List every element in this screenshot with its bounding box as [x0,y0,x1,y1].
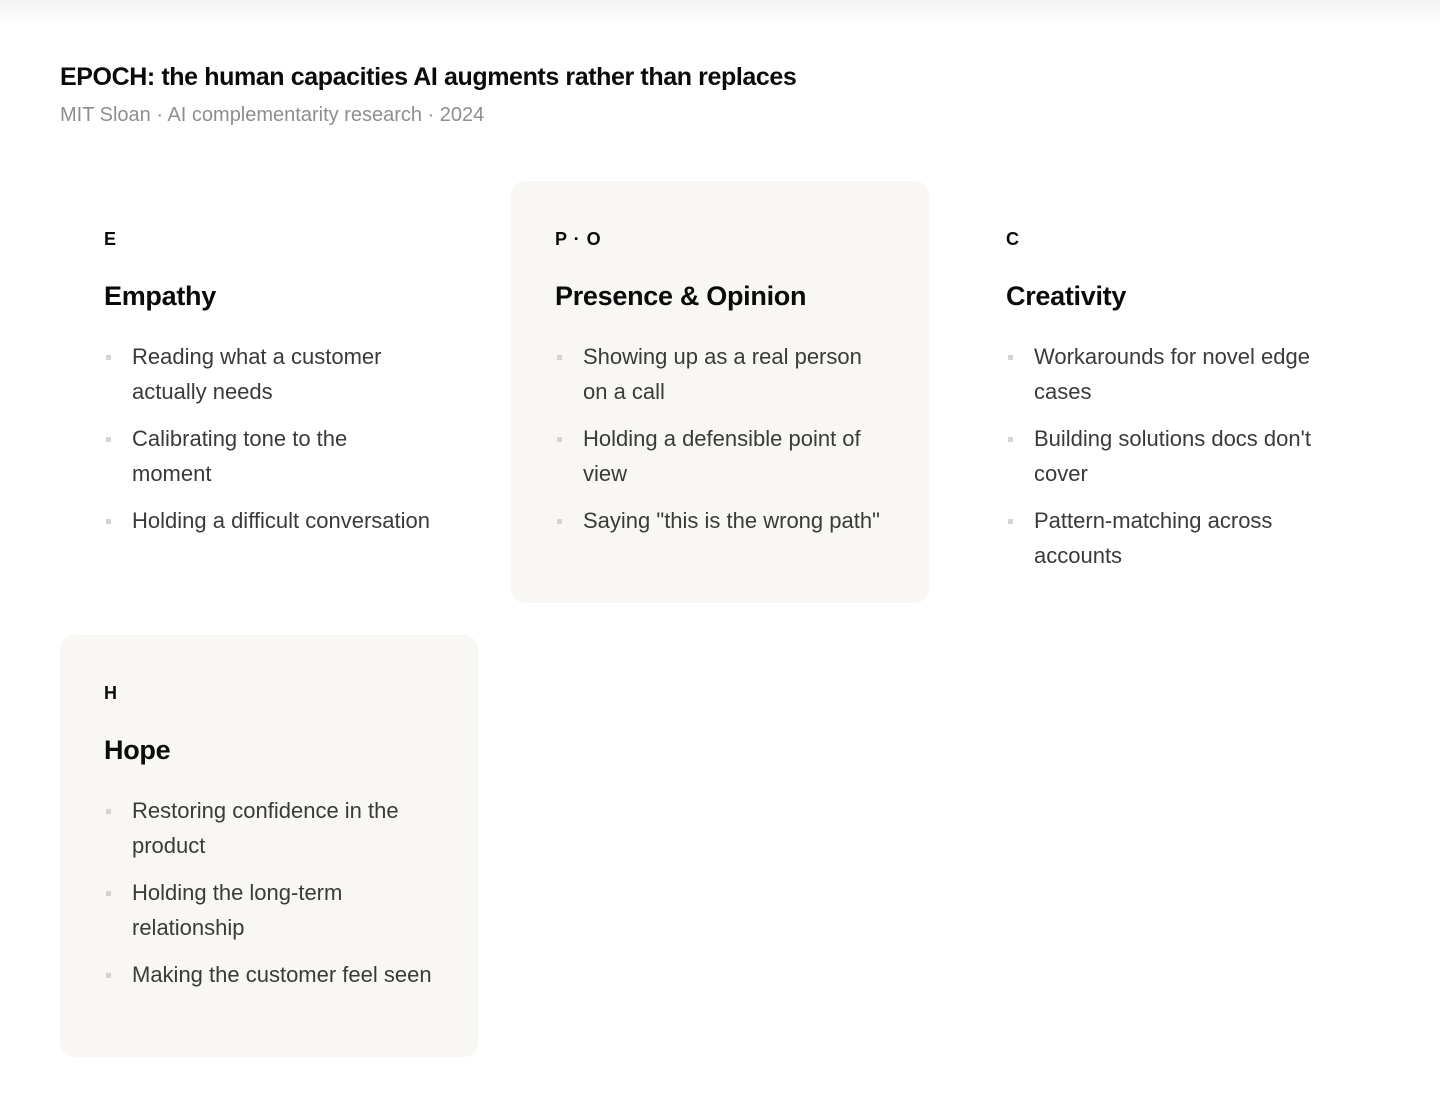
card-letter: P · O [555,229,602,249]
list-item-text: Pattern-matching across accounts [1034,508,1273,568]
list-item-text: Calibrating tone to the moment [132,426,348,486]
card-title: Hope [104,735,171,765]
bullet-icon [106,891,111,896]
list-item [555,421,883,491]
list-item [104,957,432,992]
card-empathy [60,181,478,603]
bullet-icon [1008,519,1013,524]
list-item [104,421,432,491]
page-title: EPOCH: the human capacities AI augments rather than replaces [60,63,797,91]
bullet-icon [106,355,111,360]
list-item [1006,503,1334,573]
card-item-list [104,339,434,538]
card-title: Creativity [1006,281,1127,311]
card-hope [60,635,478,1057]
list-item-text: Showing up as a real person on a call [583,344,862,404]
bullet-icon [557,519,562,524]
card-letter: C [1006,229,1020,249]
list-item-text: Making the customer feel seen [132,962,432,987]
list-item [104,503,432,538]
list-item-text: Restoring confidence in the product [132,798,399,858]
bullet-icon [106,809,111,814]
card-title: Empathy [104,281,216,311]
list-item [104,339,432,409]
page-subtitle: MIT Sloan · AI complementarity research · 2024 [60,104,485,126]
bullet-icon [557,355,562,360]
list-item-text: Building solutions docs don't cover [1034,426,1311,486]
card-creativity [962,181,1380,603]
list-item-text: Holding a difficult conversation [132,508,430,533]
card-letter: E [104,229,118,249]
bullet-icon [106,973,111,978]
card-item-list [104,793,434,992]
bullet-icon [557,437,562,442]
list-item-text: Workarounds for novel edge cases [1034,344,1310,404]
card-title: Presence & Opinion [555,281,807,311]
list-item-text: Reading what a customer actually needs [132,344,382,404]
list-item-text: Holding the long-term relationship [132,880,343,940]
card-item-list [555,339,885,538]
card-presence-opinion [511,181,929,603]
top-shadow [0,0,1440,26]
list-item [555,503,883,538]
bullet-icon [106,437,111,442]
bullet-icon [106,519,111,524]
list-item [104,793,432,863]
list-item [555,339,883,409]
list-item [1006,339,1334,409]
list-item-text: Saying "this is the wrong path" [583,508,880,533]
card-letter: H [104,683,118,703]
list-item [1006,421,1334,491]
page-header [60,60,1380,130]
bullet-icon [1008,437,1013,442]
list-item [104,875,432,945]
bullet-icon [1008,355,1013,360]
card-item-list [1006,339,1336,573]
list-item-text: Holding a defensible point of view [583,426,861,486]
